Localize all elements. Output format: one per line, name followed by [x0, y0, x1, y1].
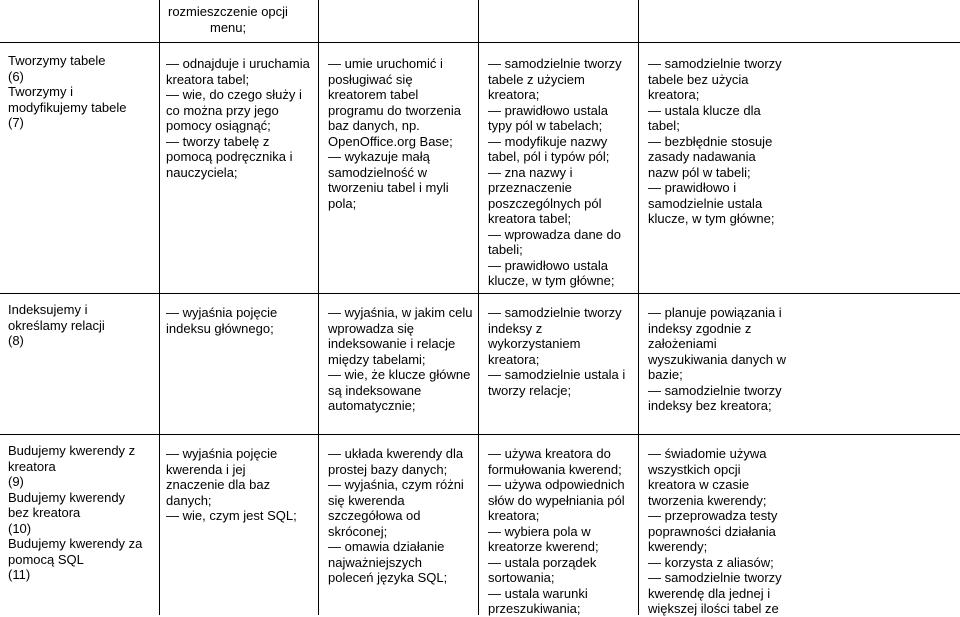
column-divider	[638, 0, 639, 615]
requirement-line: — ustala warunki	[488, 585, 588, 601]
requirement-line: nauczyciela;	[166, 164, 238, 180]
column-divider	[318, 0, 319, 615]
row-3-topic	[8, 443, 156, 583]
row-2-level-1	[166, 305, 316, 336]
requirement-line: kreatora;	[488, 508, 540, 523]
row-3-level-3	[488, 446, 638, 617]
requirement-line: indeksy z	[488, 320, 543, 336]
requirement-line: wyszukiwania danych w	[648, 351, 787, 367]
column-divider	[478, 0, 479, 615]
requirement-line: tworzy relacje;	[488, 382, 572, 398]
requirement-line: się kwerenda	[328, 492, 405, 508]
requirement-line: — ustala klucze dla	[648, 102, 761, 118]
row-divider	[0, 434, 960, 435]
requirement-line: kreatora w czasie	[648, 477, 750, 492]
topic-line: (9)	[8, 474, 24, 489]
requirement-line: tabele bez użycia	[648, 71, 749, 87]
topic-line: Budujemy kwerendy z	[8, 443, 136, 458]
requirement-line: — umie uruchomić i	[328, 56, 443, 71]
requirement-line: między tabelami;	[328, 351, 426, 367]
requirement-line: kreatora;	[488, 87, 540, 102]
requirement-line: większej ilości tabel ze	[648, 601, 779, 616]
requirement-line: tabeli;	[488, 242, 523, 257]
requirement-line: kreatora;	[488, 351, 540, 367]
row-2-level-3	[488, 305, 638, 398]
requirement-line: poszczególnych pól	[488, 195, 602, 211]
requirement-line: samodzielność w	[328, 164, 427, 180]
topic-line: pomocą SQL	[8, 551, 84, 567]
row-3-level-2	[328, 446, 478, 586]
requirement-line: nazw pól w tabeli;	[648, 164, 751, 180]
row-1-topic	[8, 53, 156, 131]
requirement-line: — wie, do czego służy i	[166, 87, 302, 102]
topic-line: (10)	[8, 520, 32, 536]
requirement-line: kreatora tabel;	[166, 71, 250, 87]
row-3-level-1	[166, 446, 316, 524]
requirement-line: tworzenia kwerendy;	[648, 492, 767, 508]
requirement-line: — samodzielnie tworzy	[488, 56, 622, 71]
requirement-line: sortowania;	[488, 570, 555, 585]
requirement-line: tabel, pól i typów pól;	[488, 149, 610, 164]
requirement-line: — układa kwerendy dla	[328, 446, 464, 461]
requirement-line: — korzysta z aliasów;	[648, 554, 774, 570]
requirement-line: pola;	[328, 195, 357, 211]
requirement-line: tabel;	[648, 118, 680, 133]
requirement-line: bazie;	[648, 367, 683, 382]
top-fragment-cell	[168, 4, 316, 35]
row-divider	[0, 293, 960, 294]
row-2-level-2	[328, 305, 478, 414]
row-1-level-1	[166, 56, 316, 180]
requirement-line: przeszukiwania;	[488, 601, 581, 616]
requirement-line: klucze, w tym główne;	[648, 211, 775, 226]
requirement-line: — wyjaśnia, czym różni	[328, 477, 464, 492]
topic-line: Tworzymy i	[8, 84, 73, 99]
topic-line: modyfikujemy tabele	[8, 99, 127, 115]
topic-line: określamy relacji	[8, 317, 105, 333]
requirement-line: danych;	[166, 492, 212, 508]
text-line: menu;	[210, 19, 247, 35]
topic-line: Budujemy kwerendy za	[8, 536, 143, 551]
requirement-line: — wybiera pola w	[488, 523, 591, 539]
requirement-line: — wie, czym jest SQL;	[166, 508, 297, 523]
requirement-line: — modyfikuje nazwy	[488, 133, 608, 149]
row-1-level-2	[328, 56, 478, 211]
requirement-line: posługiwać się	[328, 71, 413, 87]
requirement-line: — świadomie używa	[648, 446, 767, 461]
requirement-line: pomocy osiągnąć;	[166, 118, 271, 133]
row-1-level-4	[648, 56, 798, 227]
requirement-line: najważniejszych	[328, 554, 422, 570]
requirement-line: OpenOffice.org Base;	[328, 133, 453, 149]
requirement-line: znaczenie dla baz	[166, 477, 271, 492]
requirement-line: zasady nadawania	[648, 149, 756, 164]
requirement-line: — odnajduje i uruchamia	[166, 56, 310, 71]
requirement-line: — samodzielnie tworzy	[648, 570, 782, 585]
topic-line: (11)	[8, 567, 31, 582]
requirement-line: — samodzielnie tworzy	[648, 56, 782, 71]
requirement-line: wszystkich opcji	[648, 461, 741, 477]
requirement-line: kreatorem tabel	[328, 87, 419, 102]
topic-line: kreatora	[8, 458, 56, 474]
row-2-level-4	[648, 305, 798, 414]
requirement-line: klucze, w tym główne;	[488, 273, 615, 288]
requirement-line: pomocą podręcznika i	[166, 149, 293, 164]
requirement-line: wprowadza się	[328, 320, 414, 336]
requirement-line: tworzeniu tabel i myli	[328, 180, 449, 195]
requirement-line: skróconej;	[328, 523, 388, 539]
requirement-line: samodzielnie ustala	[648, 195, 763, 211]
requirement-line: — wprowadza dane do	[488, 226, 621, 242]
requirement-line: — wyjaśnia pojęcie	[166, 446, 278, 461]
row-2-topic	[8, 302, 156, 349]
row-1-level-3	[488, 56, 638, 289]
requirement-line: — wykazuje małą	[328, 149, 430, 164]
requirement-line: szczegółowa od	[328, 508, 421, 523]
requirement-line: słów do wypełniania pól	[488, 492, 625, 508]
row-divider	[0, 42, 960, 43]
requirement-line: — używa kreatora do	[488, 446, 611, 461]
requirement-line: kreatorze kwerend;	[488, 539, 599, 554]
topic-line: Indeksujemy i	[8, 302, 88, 317]
requirement-line: baz danych, np.	[328, 118, 420, 133]
row-3-level-4	[648, 446, 798, 617]
text-line: rozmieszczenie opcji	[168, 4, 288, 19]
requirement-line: — wie, że klucze główne	[328, 367, 471, 382]
requirement-line: — samodzielnie tworzy	[648, 382, 782, 398]
topic-line: Tworzymy tabele	[8, 53, 106, 68]
column-divider	[159, 0, 160, 615]
requirement-line: przeznaczenie	[488, 180, 572, 195]
requirement-line: — planuje powiązania i	[648, 305, 782, 320]
requirement-line: co można przy jego	[166, 102, 279, 118]
requirement-line: są indeksowane	[328, 382, 422, 398]
requirement-line: — zna nazwy i	[488, 164, 573, 180]
topic-line: bez kreatora	[8, 505, 81, 520]
topic-line: (8)	[8, 333, 24, 348]
requirement-line: indeksowanie i relacje	[328, 336, 456, 351]
requirement-line: kwerendę dla jednej i	[648, 585, 771, 601]
requirement-line: formułowania kwerend;	[488, 461, 622, 477]
requirement-line: programu do tworzenia	[328, 102, 461, 118]
requirement-line: poprawności działania	[648, 523, 776, 539]
requirement-line: — samodzielnie ustala i	[488, 367, 626, 382]
requirement-line: — prawidłowo ustala	[488, 257, 608, 273]
requirement-line: — wyjaśnia pojęcie	[166, 305, 278, 320]
requirement-line: — ustala porządek	[488, 554, 597, 570]
requirement-line: poleceń języka SQL;	[328, 570, 448, 585]
topic-line: (7)	[8, 115, 24, 130]
requirement-line: — używa odpowiednich	[488, 477, 625, 492]
requirement-line: — przeprowadza testy	[648, 508, 778, 523]
requirement-line: kwerendy;	[648, 539, 708, 554]
requirement-line: prostej bazy danych;	[328, 461, 448, 477]
requirement-line: typy pól w tabelach;	[488, 118, 603, 133]
requirement-line: — bezbłędnie stosuje	[648, 133, 773, 149]
requirement-line: — wyjaśnia, w jakim celu	[328, 305, 473, 320]
requirement-line: założeniami	[648, 336, 717, 351]
requirement-line: automatycznie;	[328, 398, 416, 413]
topic-line: (6)	[8, 68, 24, 84]
requirement-line: indeksy zgodnie z	[648, 320, 752, 336]
requirement-line: — tworzy tabelę z	[166, 133, 270, 149]
requirement-line: — omawia działanie	[328, 539, 445, 554]
requirement-line: tabele z użyciem	[488, 71, 585, 87]
requirement-line: — prawidłowo ustala	[488, 102, 608, 118]
requirement-line: kreatora tabel;	[488, 211, 572, 226]
requirement-line: indeksy bez kreatora;	[648, 398, 772, 413]
requirement-line: kwerenda i jej	[166, 461, 246, 477]
requirement-line: wykorzystaniem	[488, 336, 581, 351]
requirement-line: kreatora;	[648, 87, 700, 102]
topic-line: Budujemy kwerendy	[8, 489, 126, 505]
requirement-line: indeksu głównego;	[166, 320, 274, 336]
requirement-line: — samodzielnie tworzy	[488, 305, 622, 320]
requirement-line: — prawidłowo i	[648, 180, 737, 195]
